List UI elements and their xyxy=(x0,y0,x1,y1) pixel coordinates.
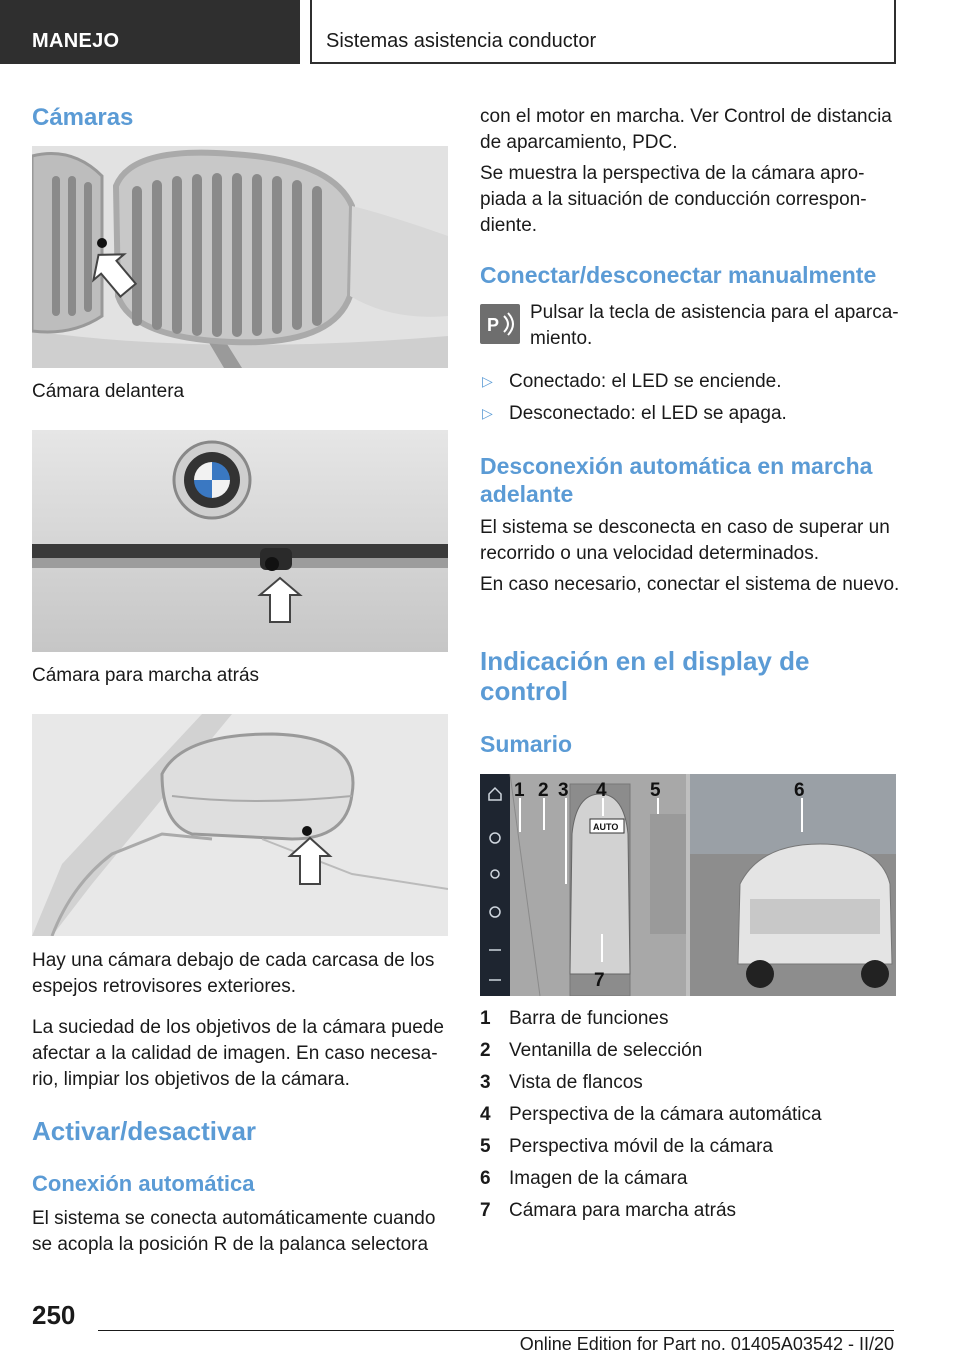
auto-label: AUTO xyxy=(593,822,619,832)
legend-num: 1 xyxy=(480,1008,491,1029)
callout-7: 7 xyxy=(594,970,605,991)
heading-display: Indicación en el display de control xyxy=(480,646,810,706)
callout-4: 4 xyxy=(596,780,607,801)
button-instruction: Pulsar la tecla de asistencia para el aparca-miento. xyxy=(530,302,899,349)
legend-num: 7 xyxy=(480,1200,491,1221)
bullet-triangle-icon: ▷ xyxy=(482,405,493,421)
callout-6: 6 xyxy=(794,780,805,801)
bullet-on: Conectado: el LED se enciende. xyxy=(509,371,782,392)
caption-front-camera: Cámara delantera xyxy=(32,381,185,402)
legend-item: Ventanilla de selección xyxy=(509,1040,703,1061)
legend-item: Perspectiva de la cámara automática xyxy=(509,1104,822,1125)
legend-item: Imagen de la cámara xyxy=(509,1168,688,1189)
legend-item: Perspectiva móvil de la cámara xyxy=(509,1136,773,1157)
page-number: 250 xyxy=(32,1300,76,1330)
heading-auto-connect: Conexión automática xyxy=(32,1171,255,1196)
left-para-2: La suciedad de los objetivos de la cámara puede afectar a la calidad de imagen. En caso necesa-rio, limpiar los objetivos de la cámara. xyxy=(32,1017,444,1090)
display-overview-image xyxy=(480,774,896,996)
edition-note: Online Edition for Part no. 01405A03542 - II/20 xyxy=(519,1334,894,1354)
bullet-triangle-icon: ▷ xyxy=(482,373,493,389)
mirror-camera-image xyxy=(32,714,448,936)
legend-num: 3 xyxy=(480,1072,491,1093)
left-para-3: El sistema se conecta automáticamente cuando se acopla la posición R de la palanca selectora xyxy=(32,1208,436,1255)
footer-rule xyxy=(98,1330,894,1331)
heading-auto-off: Desconexión automática en marcha adelante xyxy=(480,453,873,507)
heading-summary: Sumario xyxy=(480,731,573,757)
rear-camera-image xyxy=(32,430,448,652)
right-para-autooff-1: El sistema se desconecta en caso de superar un recorrido o una velocidad determinados. xyxy=(480,517,890,564)
section-tab: MANEJO xyxy=(0,0,300,64)
legend-num: 6 xyxy=(480,1168,491,1189)
legend-item: Cámara para marcha atrás xyxy=(509,1200,737,1221)
caption-rear-camera: Cámara para marcha atrás xyxy=(32,665,260,686)
chapter-title: Sistemas asistencia conductor xyxy=(310,0,896,64)
legend-num: 2 xyxy=(480,1040,491,1061)
callout-1: 1 xyxy=(514,780,525,801)
right-para-autooff-2: En caso necesario, conectar el sistema de nuevo. xyxy=(480,574,900,595)
legend-item: Vista de flancos xyxy=(509,1072,643,1093)
left-title: Cámaras xyxy=(32,104,134,131)
bullet-off: Desconectado: el LED se apaga. xyxy=(509,403,787,424)
legend-item: Barra de funciones xyxy=(509,1008,669,1029)
legend-num: 5 xyxy=(480,1136,491,1157)
park-assist-button-icon xyxy=(480,304,520,344)
heading-manual: Conectar/desconectar manualmente xyxy=(480,262,877,288)
heading-activate: Activar/desactivar xyxy=(32,1116,257,1146)
callout-5: 5 xyxy=(650,780,661,801)
callout-2: 2 xyxy=(538,780,549,801)
right-para-perspective: Se muestra la perspectiva de la cámara apro-piada a la situación de conducción correspon-diente. xyxy=(480,163,867,236)
right-para-cont: con el motor en marcha. Ver Control de distancia de aparcamiento, PDC. xyxy=(480,106,892,153)
legend-num: 4 xyxy=(480,1104,491,1125)
front-camera-image xyxy=(32,146,448,368)
left-para-1: Hay una cámara debajo de cada carcasa de los espejos retrovisores exteriores. xyxy=(32,950,435,997)
callout-3: 3 xyxy=(558,780,569,801)
svg-text:P: P xyxy=(487,315,500,335)
